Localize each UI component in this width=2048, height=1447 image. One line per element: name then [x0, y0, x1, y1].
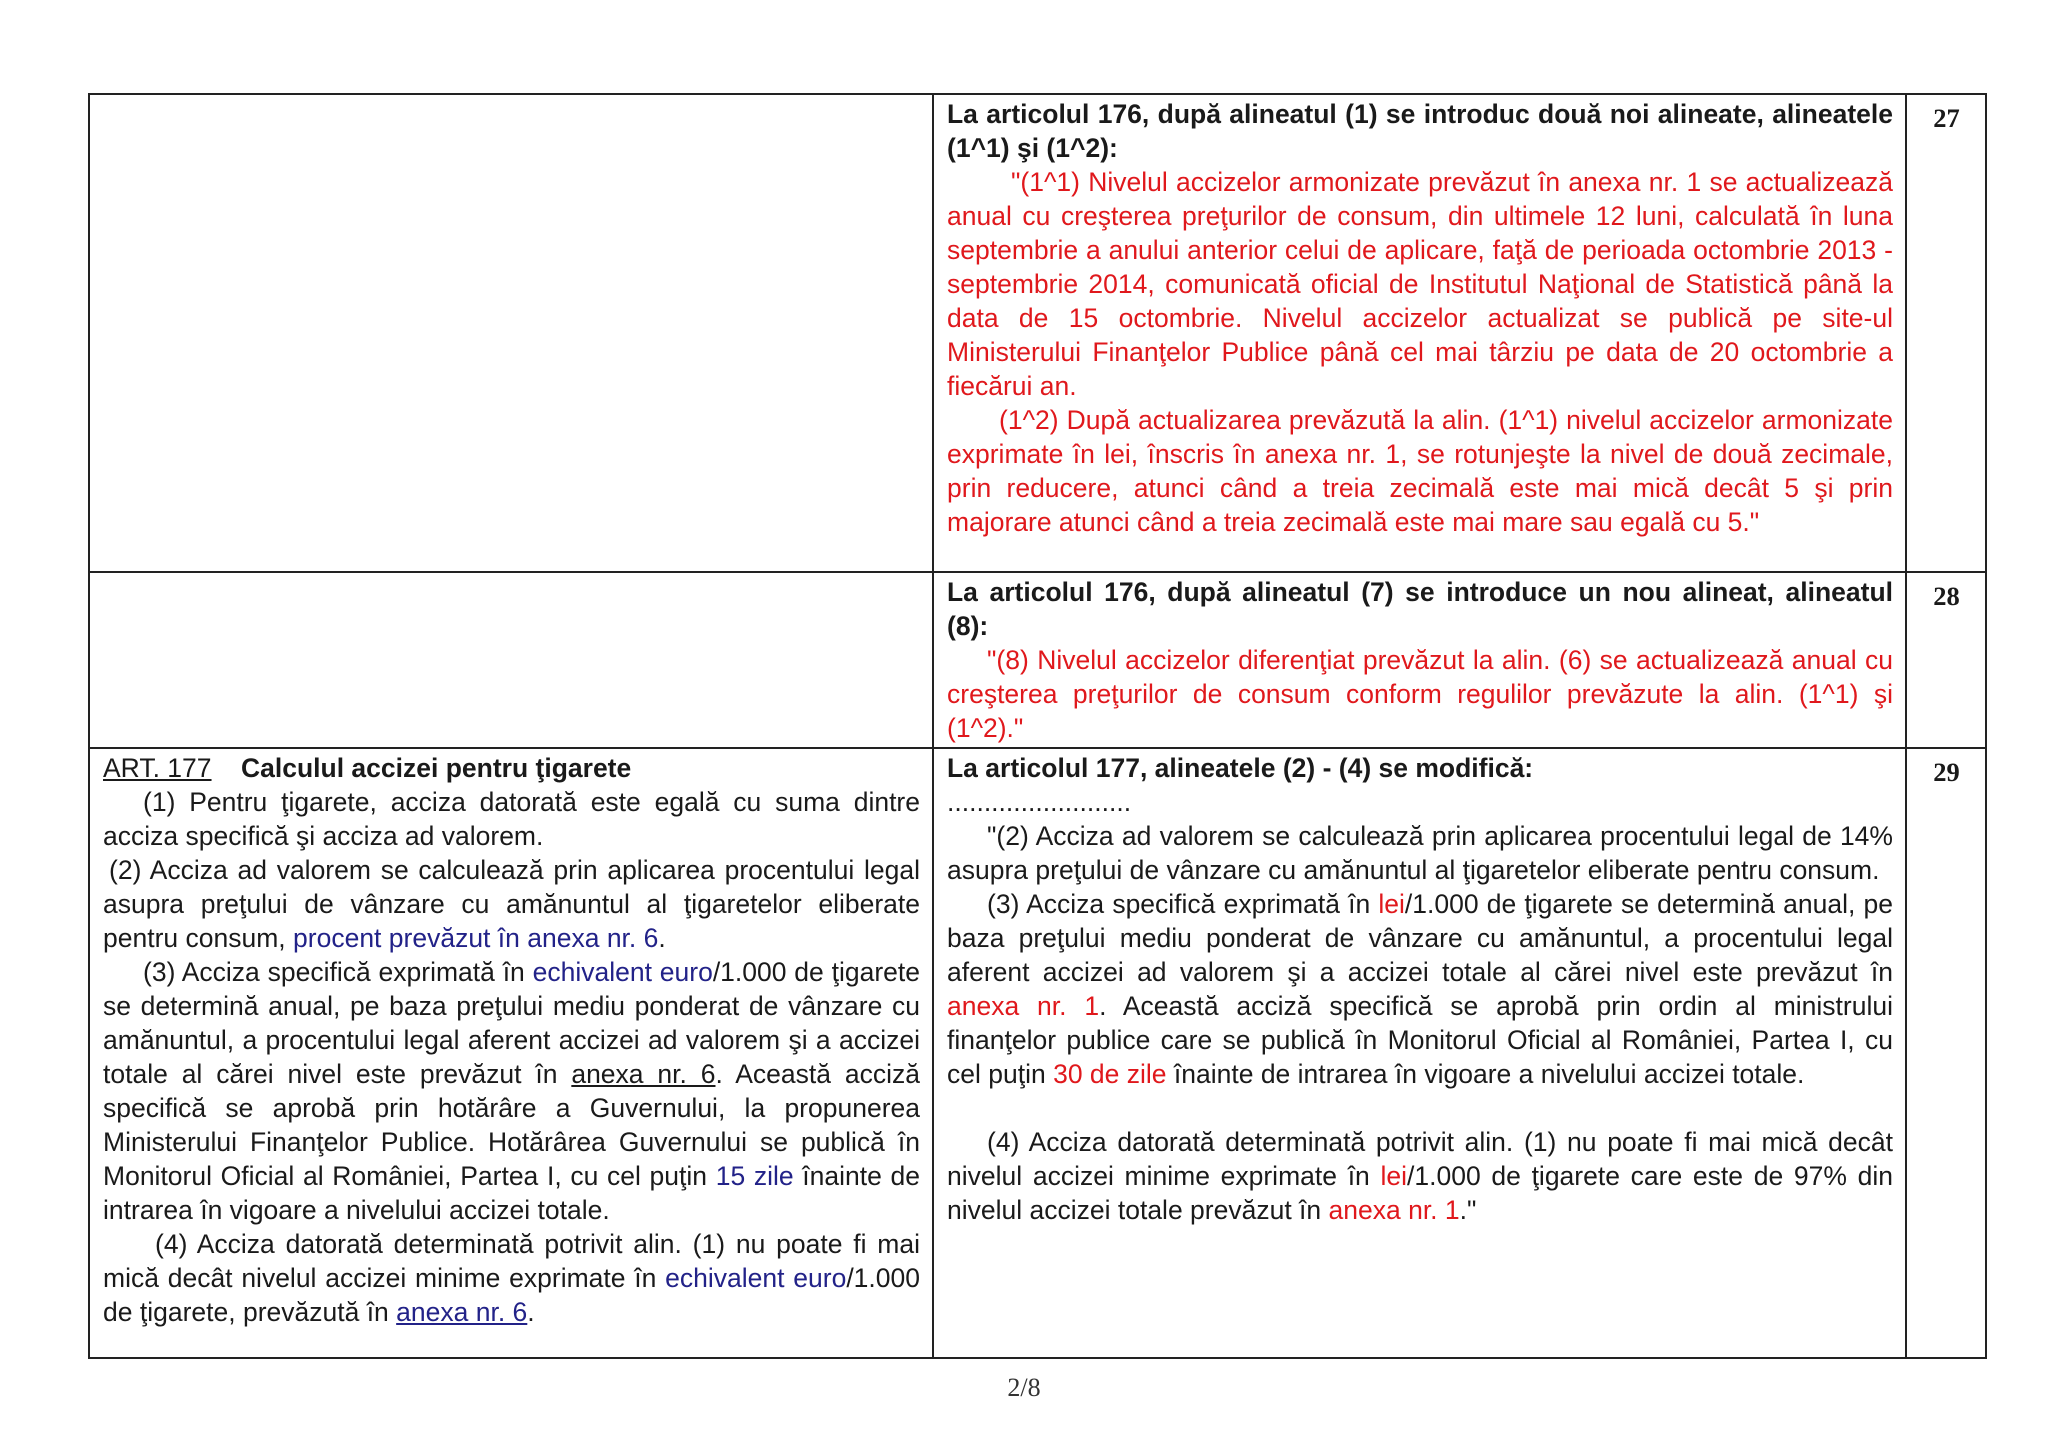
article-paragraph: (3) Acciza specifică exprimată în echivalent euro/1.000 de ţigarete se determină anual, pe baza preţului mediu ponderat de vânzare cu amănuntul, a procentului legal aferent accizei ad valorem şi a accizei totale al cărei nivel este prevăzut în anexa nr. 6. Această acciză specifică se aprobă prin hotărâre a Guvernului, la propunerea Ministerului Finanţelor Publice. Hotărârea Guvernului se publică în Monitorul Oficial al României, Partea I, cu cel puţin 15 zile înainte de intrarea în vigoare a nivelului accizei totale.: [103, 957, 921, 1225]
page-number: 2/8: [1007, 1373, 1041, 1402]
row-number: 29: [1906, 748, 1986, 1358]
proposed-text-cell: [933, 748, 1906, 1358]
table-row: [89, 94, 1986, 572]
article-title: [103, 751, 920, 785]
table-row: [89, 572, 1986, 748]
row-number: 27: [1906, 94, 1986, 572]
current-text-cell: [89, 94, 933, 572]
annex-link[interactable]: anexa nr. 6: [571, 1059, 716, 1089]
annex-reference: procent prevăzut în anexa nr. 6: [293, 923, 659, 953]
annex-link[interactable]: anexa nr. 6: [396, 1297, 528, 1327]
article-paragraph: (1) Pentru ţigarete, acciza datorată este egală cu suma dintre acciza specifică şi acciza ad valorem.: [103, 787, 920, 851]
omission-dots: .........................: [947, 787, 1132, 817]
article-paragraph: (4) Acciza datorată determinată potrivit alin. (1) nu poate fi mai mică decât nivelul accizei minime exprimate în echivalent euro/1.000 de ţigarete, prevăzută în anexa nr. 6.: [103, 1229, 920, 1327]
current-text-cell: [89, 572, 933, 748]
table-row: [89, 748, 1986, 1358]
amendment-paragraph: "(1^1) Nivelul accizelor armonizate prevăzut în anexa nr. 1 se actualizează anual cu creşterea preţurilor de consum, din ultimele 12 luni, calculată în luna septembrie a anului anterior celui de aplicare, faţă de perioada octombrie 2013 - septembrie 2014, comunicată oficial de Institutul Naţional de Statistică până la data de 15 octombrie. Nivelul accizelor actualizat se publică pe site-ul Ministerului Finanţelor Publice până cel mai târziu pe data de 20 octombrie a fiecărui an.: [947, 167, 1893, 401]
proposed-text-cell: [933, 572, 1906, 748]
article-heading: Calculul accizei pentru ţigarete: [240, 753, 632, 783]
proposed-text-cell: [933, 94, 1906, 572]
amendment-heading: La articolul 176, după alineatul (1) se introduc două noi alineate, alineatele (1^1) şi (1^2):: [947, 99, 1893, 163]
comparison-table: [88, 93, 1987, 1359]
amendment-paragraph: "(8) Nivelul accizelor diferenţiat prevăzut la alin. (6) se actualizează anual cu creşterea preţurilor de consum conform regulilor prevăzute la alin. (1^1) şi (1^2).": [947, 645, 1893, 743]
row-number: 28: [1906, 572, 1986, 748]
amendment-heading: La articolul 176, după alineatul (7) se introduce un nou alineat, alineatul (8):: [947, 577, 1893, 641]
article-reference: ART. 177: [103, 753, 212, 783]
amendment-paragraph: (4) Acciza datorată determinată potrivit alin. (1) nu poate fi mai mică decât nivelul accizei minime exprimate în lei/1.000 de ţigarete care este de 97% din nivelul accizei totale prevăzut în anexa nr. 1.": [947, 1127, 1893, 1225]
article-paragraph: (2) Acciza ad valorem se calculează prin aplicarea procentului legal asupra preţului de vânzare cu amănuntul al ţigaretelor eliberate pentru consum, procent prevăzut în anexa nr. 6.: [103, 855, 920, 953]
current-text-cell: [89, 748, 933, 1358]
amendment-paragraph: "(2) Acciza ad valorem se calculează prin aplicarea procentului legal de 14% asupra preţului de vânzare cu amănuntul al ţigaretelor eliberate pentru consum.: [947, 821, 1893, 885]
amendment-paragraph: (3) Acciza specifică exprimată în lei/1.000 de ţigarete se determină anual, pe baza preţului mediu ponderat de vânzare cu amănuntul, a procentului legal aferent accizei ad valorem şi a accizei totale al cărei nivel este prevăzut în anexa nr. 1. Această acciză specifică se aprobă prin ordin al ministrului finanţelor publice care se publică în Monitorul Oficial al României, Partea I, cu cel puţin 30 de zile înainte de intrarea în vigoare a nivelului accizei totale.: [947, 889, 1894, 1089]
amendment-heading: La articolul 177, alineatele (2) - (4) se modifică:: [947, 753, 1534, 783]
amendment-paragraph: (1^2) După actualizarea prevăzută la alin. (1^1) nivelul accizelor armonizate exprimate în lei, înscris în anexa nr. 1, se rotunjeşte la nivel de două zecimale, prin reducere, atunci când a treia zecimală este mai mică decât 5 şi prin majorare atunci când a treia zecimală este mai mare sau egală cu 5.": [947, 405, 1893, 537]
